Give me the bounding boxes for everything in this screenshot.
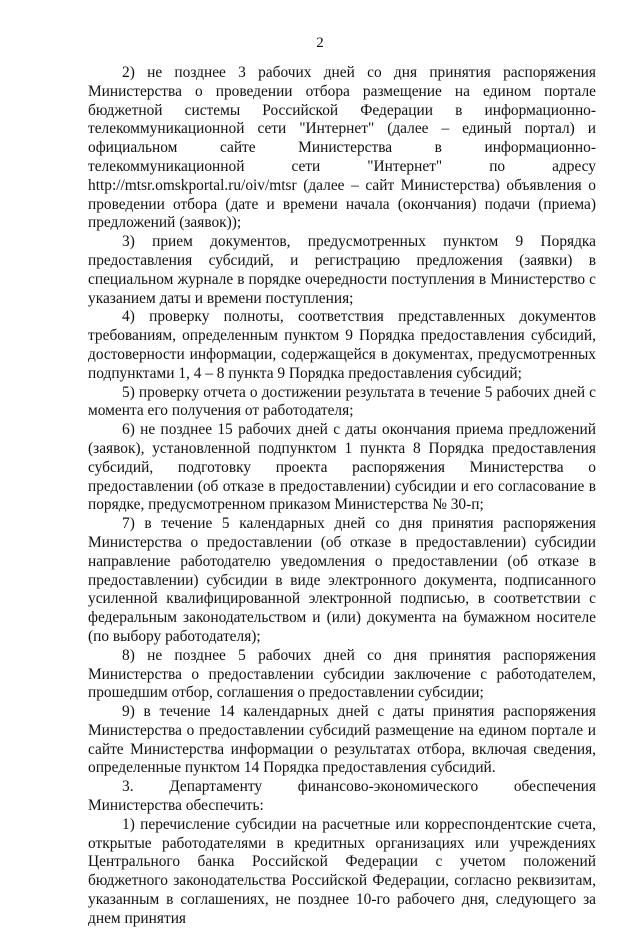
paragraph-item-2: 2) не позднее 3 рабочих дней со дня принятия распоряжения Министерства о проведении отбора размещение на едином портале бюджетной системы Российской Федерации в информационно-телекоммуникационной сети "Интернет" (далее – единый портал) и официальном сайте Министерства в информационно-телекоммуникационной сети "Интернет" по адресу http://mtsr.omskportal.ru/oiv/mtsr (далее – сайт Министерства) объявления о проведении отбора (дате и времени начала (окончания) подачи (приема) предложений (заявок)); — [88, 64, 596, 232]
page-number: 2 — [316, 35, 324, 51]
paragraph-item-4: 4) проверку полноты, соответствия представленных документов требованиям, определенным пунктом 9 Порядка предоставления субсидий, достоверности информации, содержащейся в документах, предусмотренных подпунктами 1, 4 – 8 пункта 9 Порядка предоставления субсидий; — [88, 308, 596, 382]
paragraph-item-3: 3) прием документов, предусмотренных пунктом 9 Порядка предоставления субсидий, и регистрацию предложения (заявки) в специальном журнале в порядке очередности поступления в Министерство с указанием даты и времени поступления; — [88, 233, 596, 307]
paragraph-item-6: 6) не позднее 15 рабочих дней с даты окончания приема предложений (заявок), установленной подпунктом 1 пункта 8 Порядка предоставления субсидий, подготовку проекта распоряжения Министерства о предоставлении (об отказе в предоставлении) субсидии и его согласование в порядке, предусмотренном приказом Министерства № 30-п; — [88, 421, 596, 514]
paragraph-item-5: 5) проверку отчета о достижении результата в течение 5 рабочих дней с момента его получения от работодателя; — [88, 383, 596, 420]
paragraph-section-3: 3. Департаменту финансово-экономического обеспечения Министерства обеспечить: — [88, 778, 596, 815]
paragraph-item-8: 8) не позднее 5 рабочих дней со дня принятия распоряжения Министерства о предоставлении субсидии заключение с работодателем, прошедшим отбор, соглашения о предоставлении субсидии; — [88, 646, 596, 702]
document-body — [88, 64, 596, 929]
paragraph-item-9: 9) в течение 14 календарных дней с даты принятия распоряжения Министерства о предоставлении субсидий размещение на едином портале и сайте Министерства информации о результатах отбора, включая сведения, определенные пунктом 14 Порядка предоставления субсидий. — [88, 703, 596, 777]
paragraph-item-7: 7) в течение 5 календарных дней со дня принятия распоряжения Министерства о предоставлении (об отказе в предоставлении) субсидии направление работодателю уведомления о предоставлении (об отказе в предоставлении) субсидии в виде электронного документа, подписанного усиленной квалифицированной электронной подписью, в соответствии с федеральным законодательством и (или) документа на бумажном носителе (по выбору работодателя); — [88, 515, 596, 645]
paragraph-section-3-item-1: 1) перечисление субсидии на расчетные или корреспондентские счета, открытые работодателями в кредитных организациях или учреждениях Центрального банка Российской Федерации с учетом положений бюджетного законодательства Российской Федерации, согласно реквизитам, указанным в соглашениях, не позднее 10-го рабочего дня, следующего за днем принятия — [88, 815, 596, 927]
